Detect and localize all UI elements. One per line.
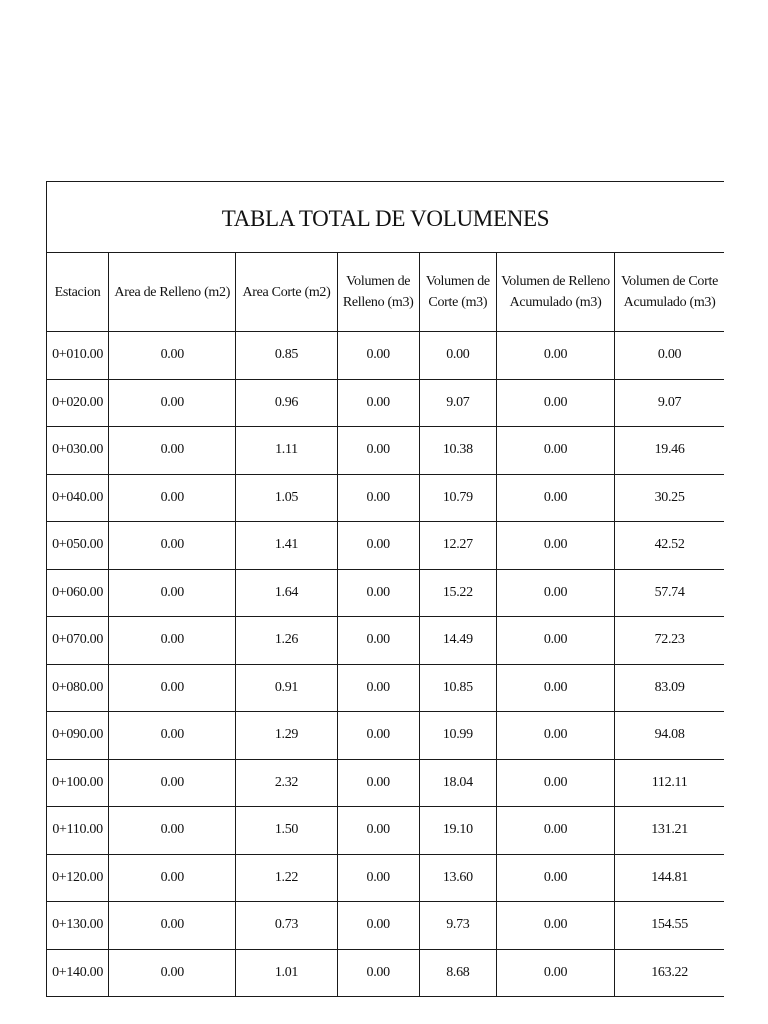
table-row <box>47 332 725 380</box>
cell-estacion: 0+070.00 <box>47 617 109 665</box>
cell-estacion: 0+130.00 <box>47 902 109 950</box>
cell-area-relleno: 0.00 <box>109 807 236 855</box>
cell-volumen-relleno: 0.00 <box>337 427 419 475</box>
cell-volumen-corte-acumulado: 30.25 <box>615 474 724 522</box>
cell-volumen-relleno: 0.00 <box>337 569 419 617</box>
cell-volumen-relleno: 0.00 <box>337 807 419 855</box>
cell-volumen-corte-acumulado: 163.22 <box>615 949 724 997</box>
cell-volumen-relleno: 0.00 <box>337 664 419 712</box>
cell-area-corte: 1.41 <box>236 522 337 570</box>
cell-area-corte: 1.29 <box>236 712 337 760</box>
cell-volumen-corte-acumulado: 131.21 <box>615 807 724 855</box>
cell-volumen-corte: 8.68 <box>419 949 496 997</box>
table-row <box>47 712 725 760</box>
cell-volumen-corte-acumulado: 42.52 <box>615 522 724 570</box>
header-row <box>47 253 725 332</box>
cell-area-corte: 1.50 <box>236 807 337 855</box>
title-row <box>47 182 725 253</box>
cell-volumen-relleno-acumulado: 0.00 <box>496 379 614 427</box>
header-volumen-corte: Volumen de Corte (m3) <box>419 253 496 332</box>
cell-volumen-relleno: 0.00 <box>337 332 419 380</box>
cell-volumen-relleno: 0.00 <box>337 712 419 760</box>
cell-volumen-relleno-acumulado: 0.00 <box>496 854 614 902</box>
cell-volumen-corte-acumulado: 94.08 <box>615 712 724 760</box>
cell-volumen-relleno-acumulado: 0.00 <box>496 427 614 475</box>
cell-volumen-relleno-acumulado: 0.00 <box>496 664 614 712</box>
cell-volumen-corte-acumulado: 83.09 <box>615 664 724 712</box>
cell-volumen-corte: 10.85 <box>419 664 496 712</box>
cell-estacion: 0+110.00 <box>47 807 109 855</box>
cell-estacion: 0+010.00 <box>47 332 109 380</box>
cell-volumen-corte: 10.99 <box>419 712 496 760</box>
cell-estacion: 0+060.00 <box>47 569 109 617</box>
cell-volumen-corte: 10.38 <box>419 427 496 475</box>
cell-volumen-relleno: 0.00 <box>337 617 419 665</box>
table-row <box>47 474 725 522</box>
table-row <box>47 759 725 807</box>
cell-area-relleno: 0.00 <box>109 712 236 760</box>
table-row <box>47 379 725 427</box>
cell-estacion: 0+050.00 <box>47 522 109 570</box>
table-row <box>47 664 725 712</box>
cell-volumen-corte-acumulado: 112.11 <box>615 759 724 807</box>
header-area-corte: Area Corte (m2) <box>236 253 337 332</box>
cell-area-corte: 0.96 <box>236 379 337 427</box>
cell-estacion: 0+100.00 <box>47 759 109 807</box>
cell-estacion: 0+080.00 <box>47 664 109 712</box>
table-title: TABLA TOTAL DE VOLUMENES <box>47 182 725 253</box>
cell-volumen-relleno-acumulado: 0.00 <box>496 712 614 760</box>
cell-volumen-corte: 10.79 <box>419 474 496 522</box>
cell-area-relleno: 0.00 <box>109 949 236 997</box>
cell-area-corte: 1.01 <box>236 949 337 997</box>
cell-volumen-corte-acumulado: 144.81 <box>615 854 724 902</box>
cell-volumen-corte-acumulado: 57.74 <box>615 569 724 617</box>
cell-estacion: 0+090.00 <box>47 712 109 760</box>
cell-volumen-corte-acumulado: 72.23 <box>615 617 724 665</box>
cell-area-relleno: 0.00 <box>109 379 236 427</box>
cell-area-relleno: 0.00 <box>109 759 236 807</box>
cell-volumen-corte: 9.07 <box>419 379 496 427</box>
cell-area-relleno: 0.00 <box>109 854 236 902</box>
cell-volumen-relleno-acumulado: 0.00 <box>496 617 614 665</box>
cell-area-corte: 1.26 <box>236 617 337 665</box>
cell-area-relleno: 0.00 <box>109 902 236 950</box>
table-row <box>47 949 725 997</box>
cell-area-relleno: 0.00 <box>109 332 236 380</box>
table-row <box>47 617 725 665</box>
header-area-relleno: Area de Relleno (m2) <box>109 253 236 332</box>
cell-volumen-relleno: 0.00 <box>337 759 419 807</box>
header-volumen-relleno-acumulado: Volumen de Relleno Acumulado (m3) <box>496 253 614 332</box>
table-row <box>47 427 725 475</box>
cell-volumen-corte: 18.04 <box>419 759 496 807</box>
cell-volumen-corte: 9.73 <box>419 902 496 950</box>
cell-estacion: 0+120.00 <box>47 854 109 902</box>
cell-area-corte: 1.11 <box>236 427 337 475</box>
cell-volumen-relleno: 0.00 <box>337 474 419 522</box>
cell-volumen-relleno: 0.00 <box>337 522 419 570</box>
cell-area-relleno: 0.00 <box>109 664 236 712</box>
cell-estacion: 0+040.00 <box>47 474 109 522</box>
table-row <box>47 854 725 902</box>
cell-area-corte: 0.73 <box>236 902 337 950</box>
cell-area-corte: 2.32 <box>236 759 337 807</box>
cell-volumen-corte-acumulado: 0.00 <box>615 332 724 380</box>
cell-area-corte: 0.85 <box>236 332 337 380</box>
cell-volumen-relleno-acumulado: 0.00 <box>496 949 614 997</box>
cell-area-relleno: 0.00 <box>109 569 236 617</box>
cell-volumen-corte: 0.00 <box>419 332 496 380</box>
header-volumen-corte-acumulado: Volumen de Corte Acumulado (m3) <box>615 253 724 332</box>
cell-volumen-relleno-acumulado: 0.00 <box>496 807 614 855</box>
cell-volumen-corte-acumulado: 19.46 <box>615 427 724 475</box>
cell-area-corte: 0.91 <box>236 664 337 712</box>
cell-volumen-corte-acumulado: 154.55 <box>615 902 724 950</box>
cell-volumen-corte-acumulado: 9.07 <box>615 379 724 427</box>
cell-volumen-relleno-acumulado: 0.00 <box>496 902 614 950</box>
cell-volumen-corte: 13.60 <box>419 854 496 902</box>
cell-area-relleno: 0.00 <box>109 617 236 665</box>
cell-volumen-relleno: 0.00 <box>337 379 419 427</box>
cell-area-corte: 1.05 <box>236 474 337 522</box>
table-row <box>47 902 725 950</box>
table-row <box>47 807 725 855</box>
header-estacion: Estacion <box>47 253 109 332</box>
cell-area-corte: 1.64 <box>236 569 337 617</box>
cell-volumen-relleno-acumulado: 0.00 <box>496 759 614 807</box>
cell-estacion: 0+030.00 <box>47 427 109 475</box>
cell-volumen-corte: 12.27 <box>419 522 496 570</box>
cell-area-relleno: 0.00 <box>109 427 236 475</box>
cell-volumen-relleno: 0.00 <box>337 854 419 902</box>
cell-volumen-relleno: 0.00 <box>337 902 419 950</box>
cell-volumen-corte: 14.49 <box>419 617 496 665</box>
table-row <box>47 569 725 617</box>
cell-area-relleno: 0.00 <box>109 474 236 522</box>
table-row <box>47 522 725 570</box>
cell-volumen-relleno: 0.00 <box>337 949 419 997</box>
header-volumen-relleno: Volumen de Relleno (m3) <box>337 253 419 332</box>
table-body <box>47 332 725 997</box>
cell-volumen-relleno-acumulado: 0.00 <box>496 522 614 570</box>
cell-volumen-relleno-acumulado: 0.00 <box>496 474 614 522</box>
cell-area-relleno: 0.00 <box>109 522 236 570</box>
cell-volumen-relleno-acumulado: 0.00 <box>496 569 614 617</box>
cell-volumen-relleno-acumulado: 0.00 <box>496 332 614 380</box>
cell-volumen-corte: 15.22 <box>419 569 496 617</box>
cell-volumen-corte: 19.10 <box>419 807 496 855</box>
cell-area-corte: 1.22 <box>236 854 337 902</box>
cell-estacion: 0+140.00 <box>47 949 109 997</box>
volumes-table <box>46 181 724 997</box>
cell-estacion: 0+020.00 <box>47 379 109 427</box>
